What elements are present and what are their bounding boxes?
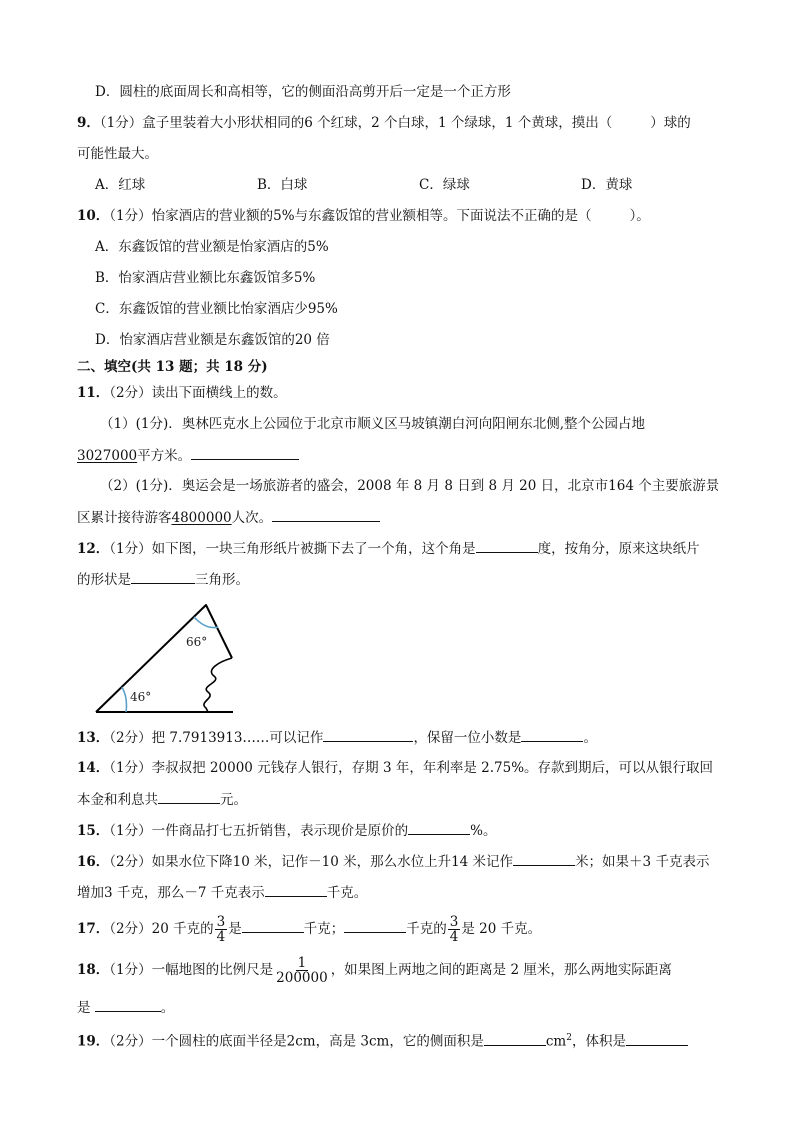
fraction-numerator: 3: [216, 914, 226, 930]
q15-blank[interactable]: [408, 820, 470, 835]
fraction-numerator: 3: [449, 914, 459, 930]
q12-score: （1分）: [109, 541, 152, 557]
q13-text: 把 7.7913913……可以记作: [151, 730, 324, 746]
q19-number: 19．: [77, 1033, 110, 1050]
q16-text-cont: 米；如果＋3 千克表示: [575, 854, 710, 870]
q11-sub2-number: 4800000: [171, 510, 232, 526]
q9-stem: [77, 113, 691, 133]
q10-number: 10．: [77, 208, 110, 224]
q17-stem: [77, 914, 541, 944]
q15-stem: [77, 820, 496, 841]
q10-score: （1分）: [109, 208, 152, 224]
q12-blank-type[interactable]: [131, 569, 195, 584]
q18-text-b: ，如果图上两地之间的距离是 2 厘米，那么两地实际距离: [330, 962, 672, 978]
q11-sub1-line2: [77, 445, 299, 466]
q18-number: 18．: [77, 962, 110, 978]
torn-triangle-figure: [90, 598, 250, 718]
q9-option-d[interactable]: D．黄球: [581, 177, 633, 193]
q14-text2: 本金和利息共: [77, 792, 158, 808]
fraction-numerator: 1: [297, 955, 307, 971]
q12-text: 如下图，一块三角形纸片被撕下去了一个角，这个角是: [151, 541, 476, 557]
q16-number: 16．: [77, 854, 110, 870]
q13-stem: [77, 727, 597, 748]
q17-blank-2[interactable]: [344, 918, 406, 933]
q17-text: 20 千克的: [151, 921, 214, 937]
q18-text2-end: 。: [160, 1000, 175, 1016]
q11-sub2-text: 区累计接待游客: [77, 510, 172, 526]
q11-score: （2分）: [109, 385, 152, 401]
q14-number: 14．: [77, 760, 110, 776]
q16-text: 如果水位下降10 米，记作－10 米，那么水位上升14 米记作: [151, 854, 514, 870]
q15-text: 一件商品打七五折销售，表示现价是原价的: [151, 823, 409, 839]
q16-text2: 增加3 千克，那么－7 千克表示: [77, 885, 265, 901]
q13-blank-2[interactable]: [521, 727, 583, 742]
fraction-denominator: 4: [216, 929, 226, 945]
q16-blank-2[interactable]: [265, 882, 327, 897]
q10-text-end: ）。: [629, 208, 650, 224]
q9-options: [95, 175, 745, 195]
q11-number: 11．: [77, 385, 110, 401]
q17-text-d: 千克的: [406, 921, 447, 937]
q8-option-d: D．圆柱的底面周长和高相等，它的侧面沿高剪开后一定是一个正方形: [95, 84, 511, 100]
angle-arc-left: [122, 687, 127, 712]
q13-number: 13．: [77, 730, 110, 746]
q11-stem: [77, 383, 287, 403]
q19-score: （2分）: [109, 1033, 152, 1050]
q16-score: （2分）: [109, 854, 152, 870]
q17-text-c: 千克；: [303, 921, 345, 937]
q14-text: 李叔叔把 20000 元钱存人银行，存期 3 年，年利率是 2.75%。存款到期后，可以从银行取回: [151, 760, 714, 776]
section-fill-in-heading: 二、填空(共 13 题；共 18 分): [77, 359, 268, 375]
q19-unit-exponent: 2: [566, 1033, 572, 1043]
q19-text: 一个圆柱的底面半径是2cm，高是 3cm，它的侧面积是: [151, 1033, 484, 1050]
q14-text2-end: 元。: [220, 792, 247, 808]
triangle-outline: [96, 605, 232, 712]
q16-text2-end: 千克。: [326, 885, 368, 901]
q16-stem-line2: [77, 882, 367, 903]
fraction-denominator: 4: [449, 929, 459, 945]
q10-stem: [77, 206, 650, 226]
q9-text: 盒子里装着大小形状相同的6 个红球，2 个白球，1 个绿球，1 个黄球，摸出（: [142, 115, 613, 131]
fraction-denominator: 200000: [276, 970, 328, 986]
q14-stem-line2: [77, 789, 247, 810]
q17-fraction-2: [448, 915, 461, 944]
angle-label-top: 66°: [186, 635, 208, 649]
q15-score: （1分）: [109, 823, 152, 839]
q13-blank-1[interactable]: [323, 727, 413, 742]
q11-sub1-line1: （1）(1分)．奥林匹克水上公园位于北京市顺义区马坡镇潮白河向阳闸东北侧,整个公园占地: [100, 416, 646, 432]
q19-blank-2[interactable]: [626, 1031, 688, 1046]
q13-text-end: 。: [583, 730, 597, 746]
q9-score: （1分）: [99, 115, 143, 131]
q18-text: 一幅地图的比例尺是: [151, 962, 274, 978]
q15-text-end: %。: [470, 823, 497, 839]
q10-option-c[interactable]: C．东鑫饭馆的营业额比怡家酒店少95%: [95, 301, 338, 317]
q17-blank-1[interactable]: [242, 918, 304, 933]
q10-option-b[interactable]: B．怡家酒店营业额比东鑫饭馆多5%: [95, 270, 316, 286]
q9-stem-line2: 可能性最大。: [77, 146, 158, 162]
q16-blank-1[interactable]: [513, 851, 575, 866]
q13-text-mid: ，保留一位小数是: [413, 730, 522, 746]
angle-label-left: 46°: [130, 690, 152, 704]
q11-sub2-blank[interactable]: [272, 507, 380, 522]
q19-unit: cm: [545, 1033, 567, 1050]
q9-option-a[interactable]: A．红球: [95, 177, 146, 193]
q19-blank-1[interactable]: [484, 1031, 546, 1046]
q11-sub2-unit: 人次。: [231, 510, 273, 526]
q10-text: 怡家酒店的营业额的5%与东鑫饭馆的营业额相等。下面说法不正确的是（: [151, 208, 592, 224]
q12-text-cont: 度，按角分，原来这块纸片: [537, 541, 700, 557]
q9-option-b[interactable]: B．白球: [257, 177, 308, 193]
q11-sub2-line1: （2）(1分)．奥运会是一场旅游者的盛会，2008 年 8 月 8 日到 8 月 20 日，北京市164 个主要旅游景: [100, 478, 720, 494]
q16-stem: [77, 851, 709, 872]
q10-option-a[interactable]: A．东鑫饭馆的营业额是怡家酒店的5%: [95, 239, 329, 255]
q11-sub1-unit: 平方米。: [137, 448, 192, 464]
q19-text-b: ，体积是: [571, 1033, 626, 1050]
q17-number: 17．: [77, 921, 110, 937]
q17-fraction-1: [215, 915, 228, 944]
q17-score: （2分）: [109, 921, 152, 937]
q18-scale-fraction: [274, 956, 330, 985]
q11-text: 读出下面横线上的数。: [151, 385, 287, 401]
q12-stem-line2: [77, 569, 249, 590]
q17-text-e: 是 20 千克。: [461, 921, 542, 937]
q18-score: （1分）: [109, 962, 152, 978]
torn-edge: [204, 658, 232, 712]
q12-blank-degree[interactable]: [476, 538, 538, 553]
q18-stem-line2: [77, 997, 174, 1018]
q18-text2: 是: [77, 1000, 91, 1016]
q14-score: （1分）: [109, 760, 152, 776]
q11-sub1-number: 3027000: [77, 448, 138, 464]
q17-text-b: 是: [228, 921, 242, 937]
q9-number: 9．: [77, 115, 100, 131]
q11-sub2-line2: [77, 507, 380, 528]
q18-blank[interactable]: [95, 997, 161, 1012]
q14-stem: [77, 758, 713, 778]
q19-stem: [77, 1028, 688, 1052]
q11-sub1-blank[interactable]: [191, 445, 299, 460]
q12-text2-end: 三角形。: [195, 572, 249, 588]
q10-option-d[interactable]: D．怡家酒店营业额是东鑫饭馆的20 倍: [95, 332, 330, 348]
q9-option-c[interactable]: C．绿球: [419, 177, 470, 193]
q18-stem: [77, 955, 672, 985]
q15-number: 15．: [77, 823, 110, 839]
q9-text-end: ）球的: [650, 115, 691, 131]
q12-number: 12．: [77, 541, 110, 557]
q12-text2: 的形状是: [77, 572, 131, 588]
q14-blank[interactable]: [158, 789, 220, 804]
q12-stem: [77, 538, 700, 559]
q13-score: （2分）: [109, 730, 152, 746]
